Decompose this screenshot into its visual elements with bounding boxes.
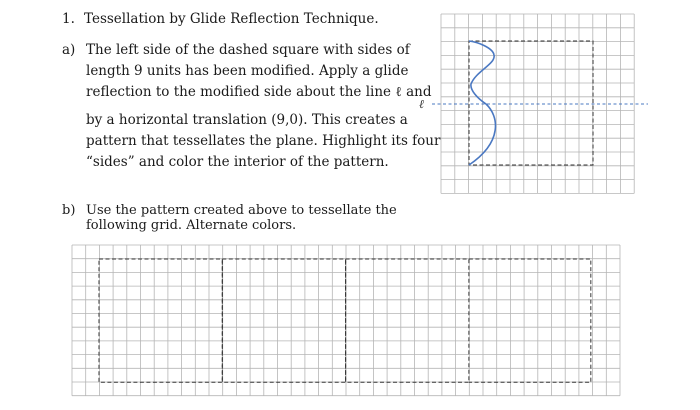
part-b-line-1: Use the pattern created above to tessellate the: [86, 203, 397, 218]
part-b-label: b): [62, 203, 76, 218]
question-number: 1.: [62, 11, 75, 27]
part-a-line-1: The left side of the dashed square with sides of: [86, 42, 410, 58]
part-a-line-5: pattern that tessellates the plane. Highlight its four: [86, 133, 441, 149]
line-ell-label: ℓ: [419, 97, 424, 111]
part-a-line-2: length 9 units has been modified. Apply a glide: [86, 63, 409, 79]
dashed-squares-b: [99, 259, 591, 382]
question-title-text: Tessellation by Glide Reflection Technique.: [84, 11, 379, 27]
dashed-square-b: [346, 259, 469, 382]
dashed-square-b: [99, 259, 222, 382]
dashed-square-a: [469, 41, 593, 165]
part-b-line-2: following grid. Alternate colors.: [86, 218, 297, 233]
part-a-line-3: reflection to the modified side about the line ℓ and: [86, 84, 432, 100]
part-a-line-6: “sides” and color the interior of the pattern.: [86, 154, 389, 170]
dashed-square-b: [222, 259, 345, 382]
dashed-square-b-partial: [469, 259, 591, 382]
part-a-line-4: by a horizontal translation (9,0). This creates a: [86, 112, 408, 128]
part-a-label: a): [62, 42, 76, 58]
